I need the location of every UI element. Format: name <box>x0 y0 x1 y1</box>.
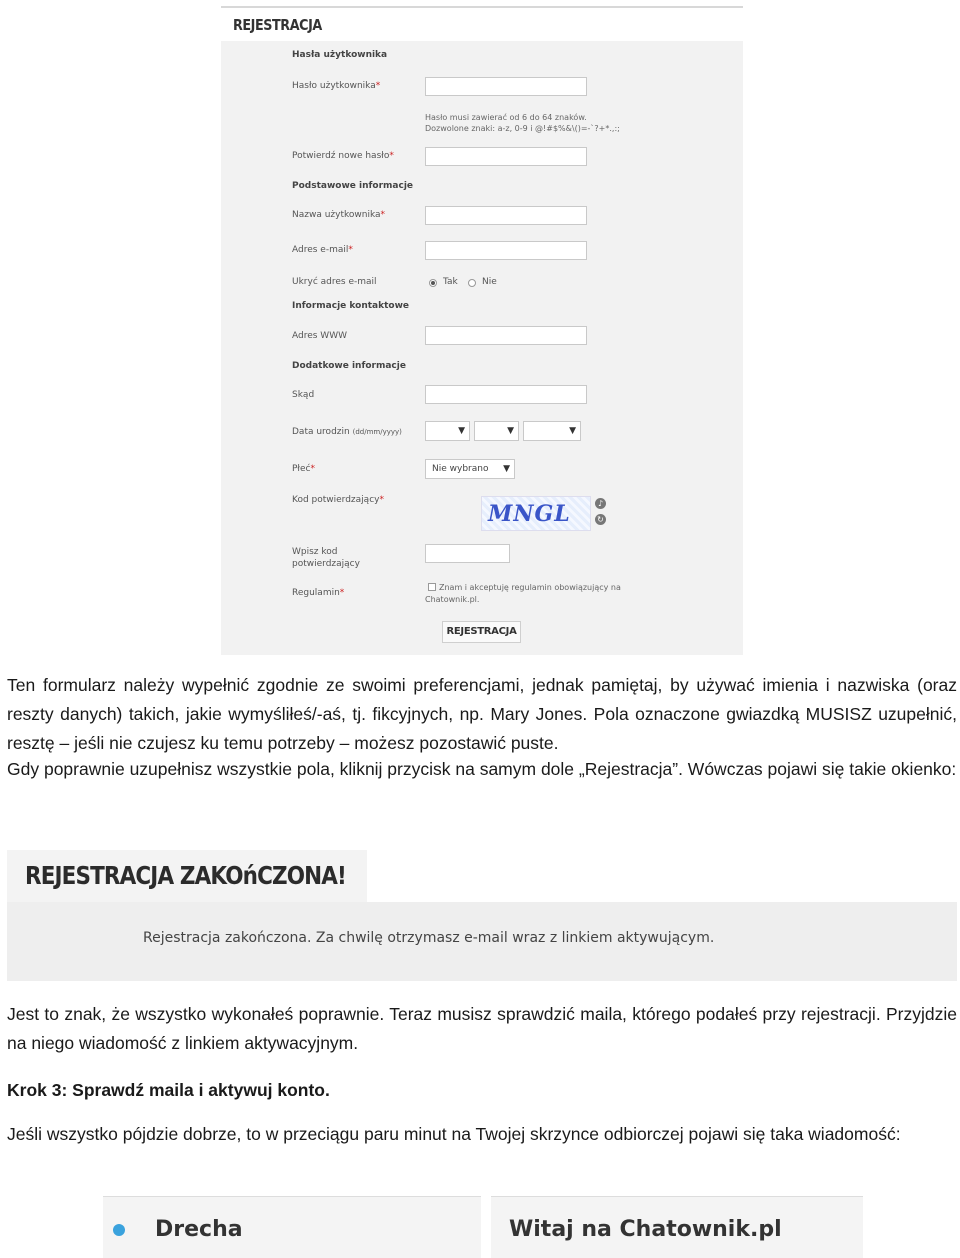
chevron-down-icon: ▼ <box>458 426 465 436</box>
registration-form-screenshot <box>221 6 743 655</box>
chevron-down-icon: ▼ <box>507 426 514 436</box>
gender-select[interactable]: Nie wybrano ▼ <box>425 459 515 479</box>
form-title: REJESTRACJA <box>233 16 322 34</box>
birth-month-select[interactable] <box>474 421 519 441</box>
from-input[interactable] <box>425 385 587 404</box>
birth-day-select[interactable] <box>425 421 470 441</box>
hide-email-no-radio[interactable] <box>468 279 476 287</box>
register-button[interactable]: REJESTRACJA <box>442 621 521 643</box>
paragraph-intro: Ten formularz należy wypełnić zgodnie ze swoimi preferencjami, jednak pamiętaj, by używać imienia i nazwiska (oraz reszty danych) takich, jakie wymyśliłeś/-aś, tj. fikcyjnych, np. Mary Jones. Pola oznaczone gwiazdką MUSISZ uzupełnić, resztę – jeśli nie czujesz ku temu potrzeby – możesz pozostawić puste. <box>7 675 957 753</box>
form-header <box>221 8 743 41</box>
captcha-label: Kod potwierdzający* <box>292 495 384 505</box>
username-input[interactable] <box>425 206 587 225</box>
chevron-down-icon: ▼ <box>569 426 576 436</box>
registration-complete-banner <box>7 850 957 981</box>
email-subject-cell <box>491 1196 863 1258</box>
hide-email-label: Ukryć adres e-mail <box>292 277 377 287</box>
www-label: Adres WWW <box>292 331 347 341</box>
terms-label: Regulamin* <box>292 588 345 598</box>
chevron-down-icon: ▼ <box>503 464 510 474</box>
terms-text: Znam i akceptuję regulamin obowiązujący na Chatownik.pl. <box>425 583 621 604</box>
audio-icon[interactable]: ♪ <box>595 498 606 509</box>
confirm-password-label: Potwierdź nowe hasło* <box>292 151 394 161</box>
email-subject: Witaj na Chatownik.pl <box>509 1217 782 1242</box>
birth-year-select[interactable] <box>523 421 581 441</box>
www-input[interactable] <box>425 326 587 345</box>
gender-label: Płeć* <box>292 464 315 474</box>
confirm-password-input[interactable] <box>425 147 587 166</box>
password-hint-chars: Dozwolone znaki: a-z, 0-9 i @!#$%&\()=-`?+*.,:; <box>425 124 620 133</box>
hide-email-yes-radio[interactable] <box>429 279 437 287</box>
section-additional-info: Dodatkowe informacje <box>292 361 406 371</box>
email-sender-cell <box>103 1196 481 1258</box>
step-3-heading: Krok 3: Sprawdź maila i aktywuj konto. <box>7 1080 330 1100</box>
section-passwords: Hasła użytkownika <box>292 50 388 60</box>
banner-message: Rejestracja zakończona. Za chwilę otrzymasz e-mail wraz z linkiem aktywującym. <box>143 930 715 946</box>
hide-email-no-label: Nie <box>482 277 497 287</box>
email-input[interactable] <box>425 241 587 260</box>
captcha-input[interactable] <box>425 544 510 563</box>
password-input[interactable] <box>425 77 587 96</box>
banner-title: REJESTRACJA ZAKOńCZONA! <box>25 861 346 890</box>
paragraph-submit: Gdy poprawnie uzupełnisz wszystkie pola, kliknij przycisk na samym dole „Rejestracja”. Wówczas pojawi się takie okienko: <box>7 759 957 779</box>
password-label: Hasło użytkownika* <box>292 81 381 91</box>
birthdate-label: Data urodzin (dd/mm/yyyy) <box>292 427 402 437</box>
captcha-image: MNGL <box>481 496 591 531</box>
from-label: Skąd <box>292 390 315 400</box>
email-preview[interactable] <box>103 1196 863 1257</box>
email-sender: Drecha <box>155 1217 243 1242</box>
paragraph-email: Jeśli wszystko pójdzie dobrze, to w przeciągu paru minut na Twojej skrzynce odbiorczej pojawi się taka wiadomość: <box>7 1124 901 1144</box>
section-contact-info: Informacje kontaktowe <box>292 301 409 311</box>
email-label: Adres e-mail* <box>292 245 353 255</box>
section-basic-info: Podstawowe informacje <box>292 181 414 191</box>
password-hint-length: Hasło musi zawierać od 6 do 64 znaków. <box>425 113 587 122</box>
banner-body <box>7 902 957 981</box>
unread-dot-icon <box>113 1224 125 1236</box>
username-label: Nazwa użytkownika* <box>292 210 386 220</box>
banner-header <box>7 850 367 902</box>
paragraph-success: Jest to znak, że wszystko wykonałeś poprawnie. Teraz musisz sprawdzić maila, którego podałeś przy rejestracji. Przyjdzie na niego wiadomość z linkiem aktywacyjnym. <box>7 1004 957 1053</box>
enter-code-label: Wpisz kod potwierdzający <box>292 547 360 569</box>
hide-email-yes-label: Tak <box>443 277 458 287</box>
refresh-icon[interactable]: ↻ <box>595 514 606 525</box>
